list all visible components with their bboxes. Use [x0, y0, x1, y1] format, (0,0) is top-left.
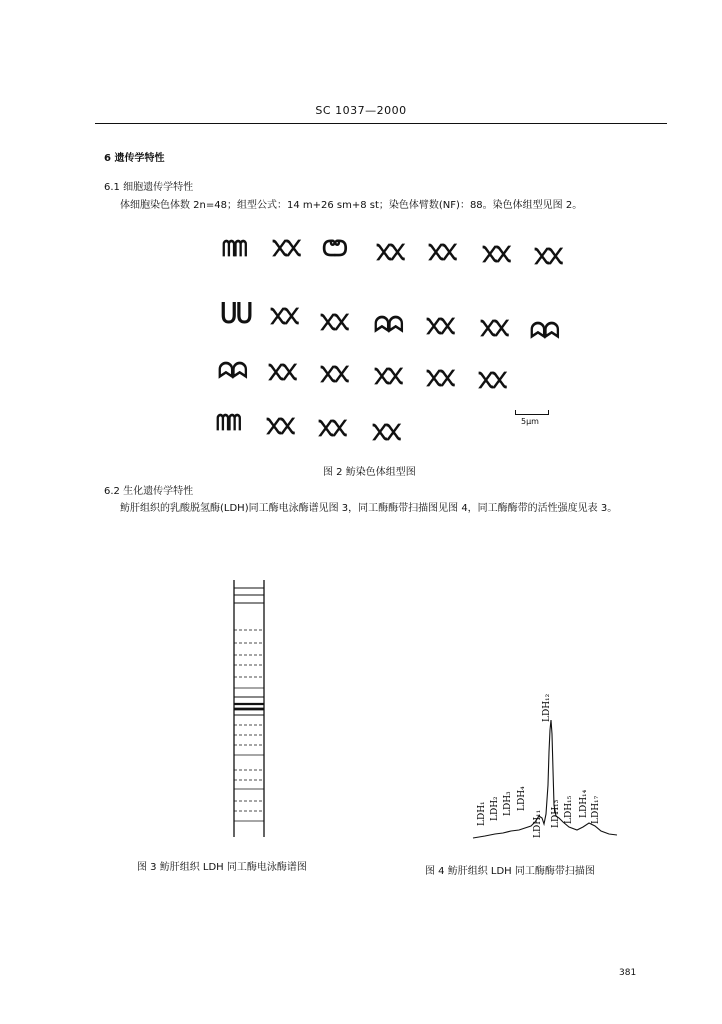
- scale-bar: [515, 410, 549, 415]
- peak-label: LDH₄: [517, 786, 527, 811]
- section-6-1-heading: 6.1 细胞遗传学特性: [104, 182, 194, 193]
- peak-label: LDH₁₁: [533, 809, 543, 838]
- section-6-1-text: 体细胞染色体数 2n=48；组型公式：14 m+26 sm+8 st；染色体臂数(NF)：88。染色体组型见图 2。: [120, 200, 583, 211]
- section-6-2-text: 鲂肝组织的乳酸脱氢酶(LDH)同工酶电泳酶谱见图 3，同工酶酶带扫描图见图 4，同工酶酶带的活性强度见表 3。: [120, 503, 618, 514]
- chromosome-pair: ᙭᙭: [318, 416, 346, 442]
- chromosome-pair: ᙭᙭: [534, 244, 562, 270]
- chromosome-pair: ᙭᙭: [268, 360, 296, 386]
- chromosome-pair: ᑌᑌ: [220, 295, 252, 330]
- scale-label: 5μm: [521, 417, 539, 426]
- chromosome-pair: ᗣᗣ: [374, 312, 402, 338]
- peak-label: LDH₃: [503, 791, 513, 816]
- peak-label: LDH₁₅: [564, 795, 574, 824]
- chromosome-pair: ᕦᕤ: [322, 236, 346, 262]
- peak-label: LDH₁: [477, 801, 487, 826]
- chromosome-pair: ᙭᙭: [482, 242, 510, 268]
- chromosome-pair: ᙭᙭: [374, 364, 402, 390]
- karyotype-figure: [212, 232, 572, 447]
- chromosome-pair: ᙭᙭: [428, 240, 456, 266]
- chromosome-pair: ᗣᗣ: [530, 318, 558, 344]
- figure-2-caption: 图 2 鲂染色体组型图: [323, 467, 416, 478]
- chromosome-pair: ᙭᙭: [376, 240, 404, 266]
- peak-label: LDH₁₂: [542, 693, 552, 722]
- chromosome-pair: ᙭᙭: [320, 310, 348, 336]
- figure-4-caption: 图 4 鲂肝组织 LDH 同工酶酶带扫描图: [425, 866, 595, 877]
- page-number: 381: [619, 968, 637, 978]
- chromosome-pair: ᙭᙭: [480, 316, 508, 342]
- chromosome-pair: ᗰᗰ: [222, 236, 246, 262]
- peak-label: LDH₁₇: [591, 795, 601, 824]
- chromosome-pair: ᙭᙭: [320, 362, 348, 388]
- peak-label: LDH₁₄: [579, 789, 589, 818]
- chromosome-pair: ᙭᙭: [426, 366, 454, 392]
- header-rule: [95, 123, 667, 124]
- chromosome-pair: ᙭᙭: [478, 368, 506, 394]
- chromosome-pair: ᙭᙭: [272, 236, 300, 262]
- chromosome-pair: ᗣᗣ: [218, 358, 246, 384]
- peak-label: LDH₂: [490, 796, 500, 821]
- chromosome-pair: ᙭᙭: [270, 304, 298, 330]
- chromosome-pair: ᙭᙭: [372, 420, 400, 446]
- chromosome-pair: ᙭᙭: [426, 314, 454, 340]
- section-6-heading: 6 遗传学特性: [104, 153, 165, 164]
- figure-3-caption: 图 3 鲂肝组织 LDH 同工酶电泳酶谱图: [137, 862, 307, 873]
- figure-3-electrophoresis: [225, 575, 275, 845]
- figure-4-scan: [465, 690, 625, 845]
- section-6-2-heading: 6.2 生化遗传学特性: [104, 486, 194, 497]
- chromosome-pair: ᙭᙭: [266, 414, 294, 440]
- chromosome-pair: ᗰᗰ: [216, 410, 240, 436]
- peak-label: LDH₁₃: [551, 799, 561, 828]
- standard-number: SC 1037—2000: [315, 104, 407, 117]
